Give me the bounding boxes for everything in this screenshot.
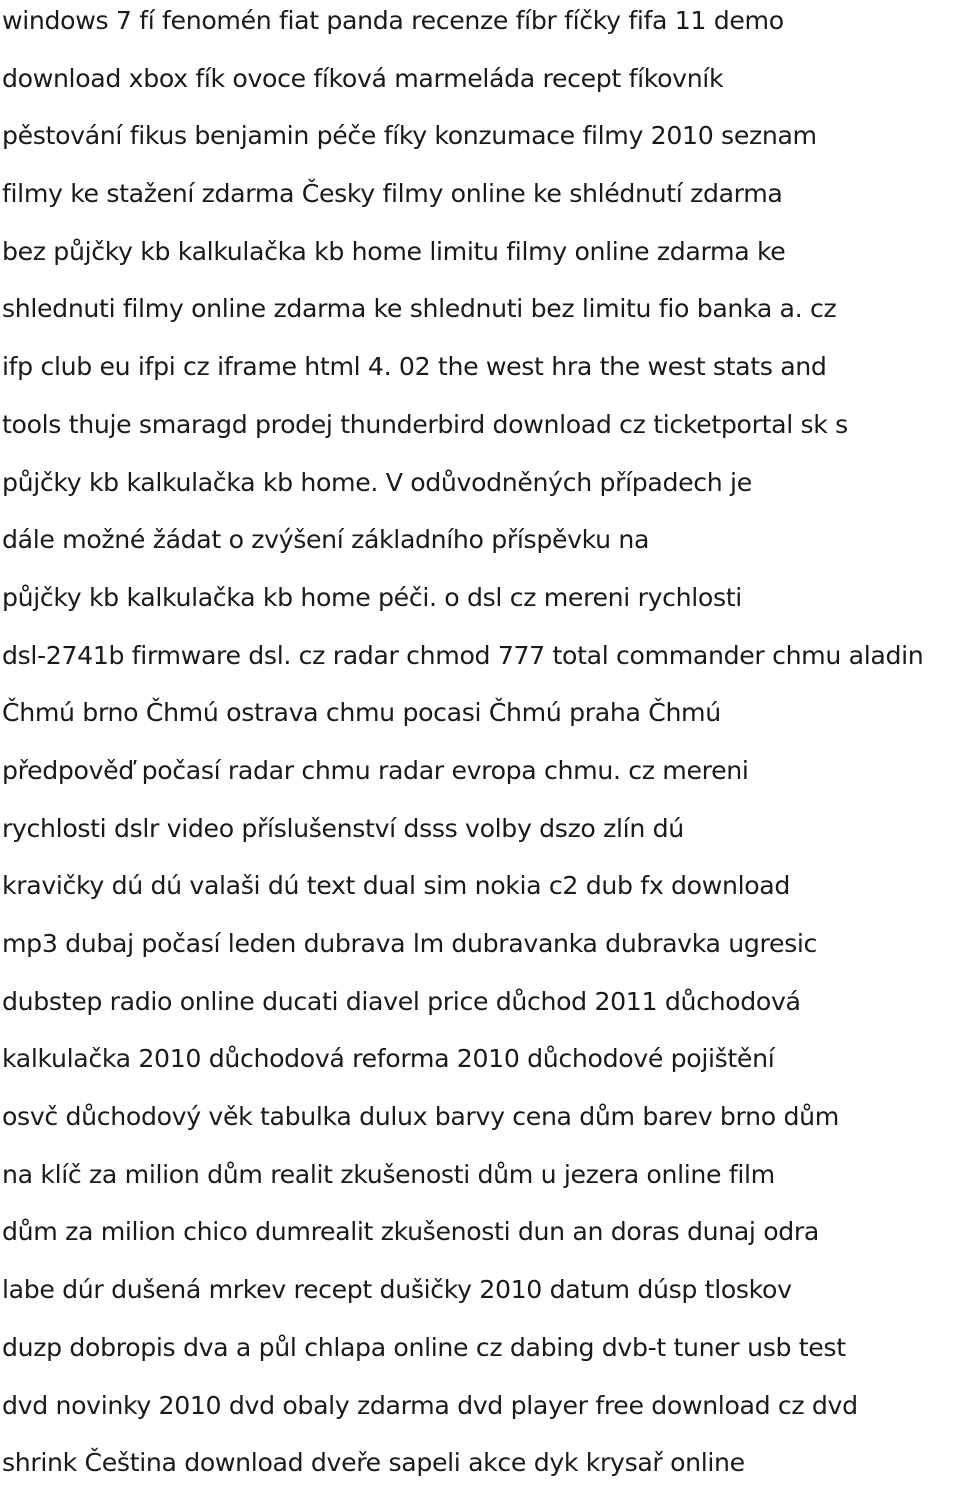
text-line: předpověď počasí radar chmu radar evropa chmu. cz mereni	[2, 755, 749, 785]
text-line: na klíč za milion dům realit zkušenosti dům u jezera online film	[2, 1159, 775, 1189]
text-line: osvč důchodový věk tabulka dulux barvy cena dům barev brno dům	[2, 1102, 839, 1132]
text-line: duzp dobropis dva a půl chlapa online cz dabing dvb-t tuner usb test	[2, 1332, 846, 1362]
text-line: ifp club eu ifpi cz iframe html 4. 02 the west hra the west stats and	[2, 352, 827, 382]
text-line: pěstování fikus benjamin péče fíky konzumace filmy 2010 seznam	[2, 121, 817, 151]
text-line: dále možné žádat o zvýšení základního příspěvku na	[2, 525, 650, 555]
text-line: dsl-2741b firmware dsl. cz radar chmod 777 total commander chmu aladin	[2, 640, 924, 670]
text-line: shrink Čeština download dveře sapeli akce dyk krysař online	[2, 1448, 745, 1478]
text-line: dům za milion chico dumrealit zkušenosti dun an doras dunaj odra	[2, 1217, 820, 1247]
text-line: rychlosti dslr video příslušenství dsss volby dszo zlín dú	[2, 813, 684, 843]
text-line: download xbox fík ovoce fíková marmeláda recept fíkovník	[2, 63, 724, 93]
text-line: shlednuti filmy online zdarma ke shlednuti bez limitu fio banka a. cz	[2, 294, 837, 324]
text-line: kalkulačka 2010 důchodová reforma 2010 důchodové pojištění	[2, 1044, 775, 1074]
text-line: filmy ke stažení zdarma Česky filmy online ke shlédnutí zdarma	[2, 179, 783, 209]
text-line: dubstep radio online ducati diavel price důchod 2011 důchodová	[2, 986, 801, 1016]
text-line: dvd novinky 2010 dvd obaly zdarma dvd player free download cz dvd	[2, 1390, 858, 1420]
text-line: kravičky dú dú valaši dú text dual sim nokia c2 dub fx download	[2, 871, 791, 901]
text-line: půjčky kb kalkulačka kb home péči. o dsl cz mereni rychlosti	[2, 582, 742, 612]
text-line: windows 7 fí fenomén fiat panda recenze fíbr fíčky fifa 11 demo	[2, 6, 784, 35]
text-line: mp3 dubaj počasí leden dubrava lm dubravanka dubravka ugresic	[2, 929, 818, 958]
text-line: labe dúr dušená mrkev recept dušičky 2010 datum dúsp tloskov	[2, 1275, 792, 1305]
text-line: tools thuje smaragd prodej thunderbird download cz ticketportal sk s	[2, 409, 848, 439]
text-line: bez půjčky kb kalkulačka kb home limitu filmy online zdarma ke	[2, 236, 786, 266]
document-body	[2, 0, 960, 1502]
text-line: půjčky kb kalkulačka kb home. V odůvodněných případech je	[2, 467, 752, 497]
text-line: Čhmú brno Čhmú ostrava chmu pocasi Čhmú praha Čhmú	[2, 698, 721, 728]
